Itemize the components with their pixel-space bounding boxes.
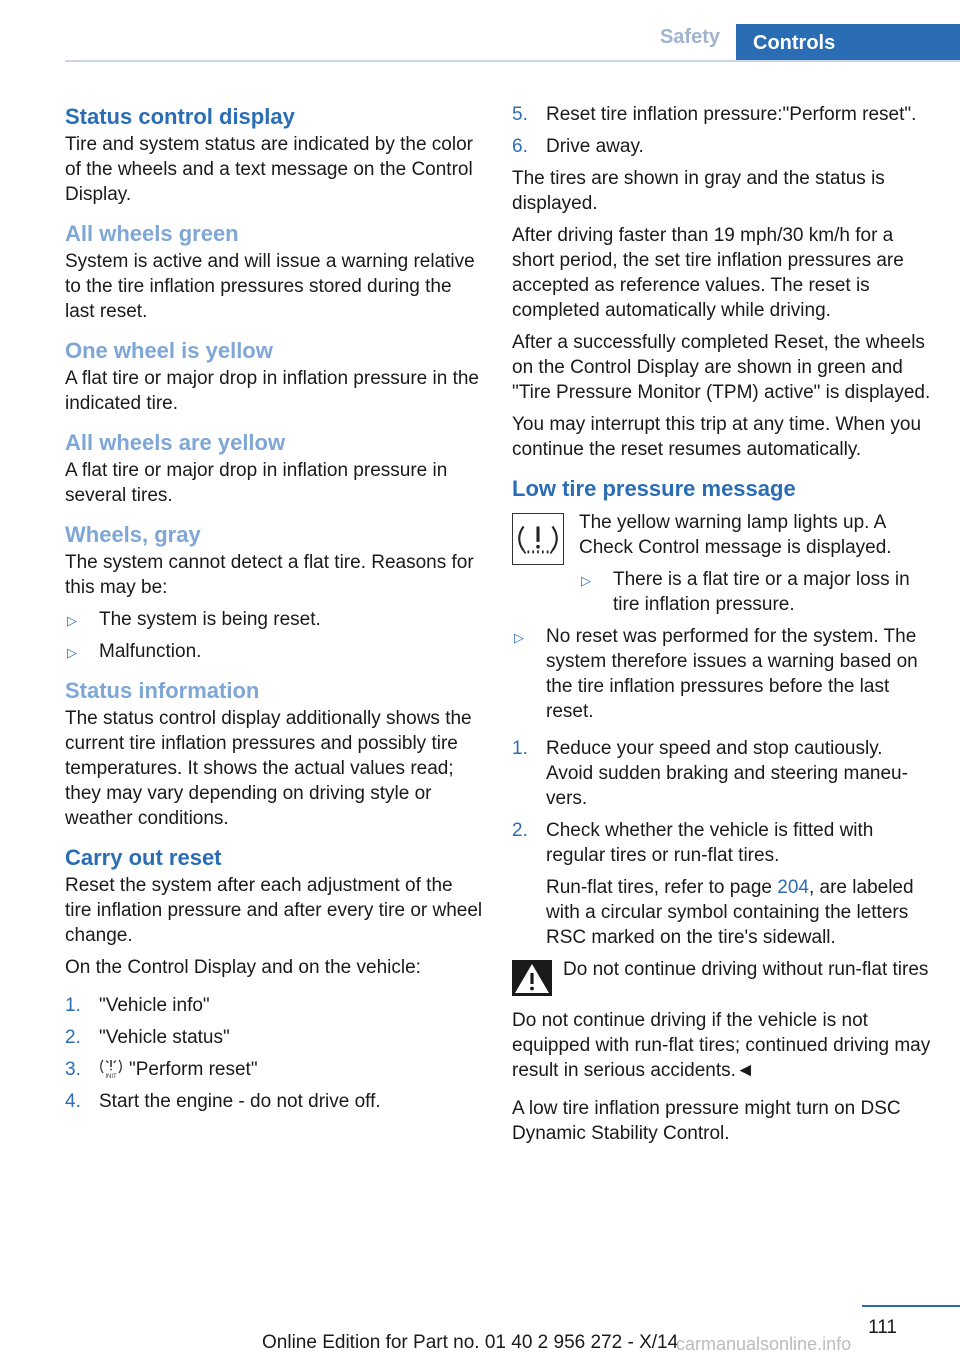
- step-number: 2.: [65, 1027, 81, 1048]
- bullet-triangle-icon: ▷: [581, 573, 591, 588]
- list-item: [65, 993, 483, 1018]
- heading-all-green: All wheels green: [65, 221, 239, 246]
- step-text: Start the engine - do not drive off.: [99, 1091, 381, 1112]
- step-text: "Vehicle status": [99, 1027, 230, 1048]
- reset-steps-list: [65, 993, 483, 1114]
- tire-pressure-warning-lamp-icon: [512, 513, 564, 565]
- reset-steps-continued: [512, 102, 932, 159]
- section-all-green: [65, 219, 483, 324]
- text-lamp: The yellow warning lamp lights up. A Check Control message is displayed.: [579, 512, 892, 558]
- list-item: [512, 818, 932, 950]
- text-reset-1: Reset the system after each adjustment of the tire inflation pressure and after every tire or wheel change.: [65, 875, 483, 946]
- gray-reasons-list: [65, 607, 483, 664]
- footer-rule: [862, 1305, 960, 1307]
- warning-block: [512, 957, 932, 1001]
- lamp-bullet-list: [579, 567, 932, 617]
- warning-triangle-icon: [512, 960, 552, 996]
- step-number: 1.: [512, 738, 528, 759]
- text-status-control: Tire and system status are indicated by the color of the wheels and a text message on the Control Display.: [65, 134, 473, 205]
- svg-text:INIT: INIT: [105, 1074, 117, 1079]
- text-status-info: The status control display additionally shows the current tire inflation pressures and possibly tire temperatures. It shows the actual values read; they may vary depending on driving style or weather conditions.: [65, 708, 472, 829]
- list-item: [512, 102, 932, 127]
- heading-one-yellow: One wheel is yellow: [65, 338, 273, 363]
- list-item: [579, 567, 932, 617]
- header-tab-safety[interactable]: Safety: [659, 26, 720, 48]
- section-reset: [65, 843, 483, 1114]
- heading-reset: Carry out reset: [65, 845, 222, 870]
- step-number: 1.: [65, 995, 81, 1016]
- list-item: [65, 1025, 483, 1050]
- low-pressure-bullets: [512, 624, 932, 724]
- runflat-text-pre: Run-flat tires, refer to page: [546, 877, 778, 898]
- warning-lamp-block: [512, 510, 932, 617]
- bullet-triangle-icon: ▷: [67, 613, 77, 628]
- text-dsc: A low tire inflation pressure might turn on DSC Dynamic Stability Control.: [512, 1098, 901, 1144]
- step-number: 5.: [512, 104, 528, 125]
- step-text: Reduce your speed and stop cautiously. Avoid sudden braking and steering maneuvers.: [546, 738, 908, 809]
- list-item-text: The system is being reset.: [99, 609, 321, 630]
- step-text: Reset tire inflation pressure:"Perform reset".: [546, 104, 917, 125]
- edition-text: Online Edition for Part no. 01 40 2 956 272 - X/14: [262, 1332, 679, 1353]
- heading-status-info: Status information: [65, 678, 260, 703]
- list-item: [65, 607, 483, 632]
- section-status-control: [65, 102, 483, 207]
- page-number: 111: [868, 1317, 897, 1338]
- list-item-text: Malfunction.: [99, 641, 202, 662]
- text-all-yellow: A flat tire or major drop in inflation pressure in several tires.: [65, 460, 448, 506]
- section-status-info: [65, 676, 483, 831]
- heading-all-yellow: All wheels are yellow: [65, 430, 286, 455]
- step-number: 3.: [65, 1059, 81, 1080]
- text-gray: The system cannot detect a flat tire. Reasons for this may be:: [65, 552, 474, 598]
- section-one-yellow: [65, 336, 483, 416]
- warning-title: Do not continue driving without run-flat tires: [563, 959, 929, 980]
- header-tab-controls[interactable]: Controls: [736, 24, 960, 62]
- text-reset-completed: After a successfully completed Reset, the wheels on the Control Display are shown in green and "Tire Pressure Monitor (TPM) active" is displayed.: [512, 332, 931, 403]
- heading-status-control: Status control display: [65, 104, 295, 129]
- step-number: 6.: [512, 136, 528, 157]
- header-rule: [65, 60, 960, 62]
- step-text: Check whether the vehicle is fitted with regular tires or run-flat tires.: [546, 820, 874, 866]
- text-runflat: [546, 875, 932, 950]
- section-all-yellow: [65, 428, 483, 508]
- list-item: [65, 1089, 483, 1114]
- list-item-text: No reset was performed for the system. The system therefore issues a warning based on the tire inflation pressures before the last reset.: [546, 626, 918, 722]
- text-driving-faster: After driving faster than 19 mph/30 km/h for a short period, the set tire inflation pressures are accepted as reference values. The reset is completed automatically while driving.: [512, 225, 904, 321]
- text-interrupt: You may interrupt this trip at any time. When you continue the reset resumes automatically.: [512, 414, 922, 460]
- heading-gray: Wheels, gray: [65, 522, 201, 547]
- text-one-yellow: A flat tire or major drop in inflation pressure in the indicated tire.: [65, 368, 479, 414]
- text-all-green: System is active and will issue a warning relative to the tire inflation pressures stored during the last reset.: [65, 251, 475, 322]
- list-item: [512, 134, 932, 159]
- page-header: [0, 0, 960, 62]
- bullet-triangle-icon: ▷: [514, 630, 524, 645]
- text-reset-2: On the Control Display and on the vehicle:: [65, 957, 421, 978]
- section-gray: [65, 520, 483, 664]
- list-item: [65, 639, 483, 664]
- bullet-triangle-icon: ▷: [67, 645, 77, 660]
- section-low-pressure: [512, 474, 932, 1146]
- runflat-text-post: , are labeled with a circular symbol containing the letters RSC marked on the tire's sidewall.: [546, 877, 914, 948]
- left-column: [65, 102, 483, 1121]
- list-item-text: There is a flat tire or a major loss in tire inflation pressure.: [613, 569, 910, 615]
- step-number: 4.: [65, 1091, 81, 1112]
- list-item: [512, 736, 932, 811]
- warning-text: Do not continue driving if the vehicle is not equipped with run-flat tires; continued driving may result in serious accidents.◄: [512, 1010, 931, 1081]
- page-reference-link[interactable]: 204: [777, 877, 809, 898]
- low-pressure-steps: [512, 736, 932, 950]
- list-item: [65, 1057, 483, 1082]
- list-item: [512, 624, 932, 724]
- step-text: "Vehicle info": [99, 995, 210, 1016]
- step-number: 2.: [512, 820, 528, 841]
- right-column: [512, 102, 932, 1153]
- step-text: "Perform reset": [129, 1059, 258, 1080]
- watermark: carmanualsonline.info: [676, 1334, 852, 1354]
- step-text: Drive away.: [546, 136, 644, 157]
- tpm-reset-icon: [99, 1057, 123, 1079]
- heading-low-pressure: Low tire pressure message: [512, 476, 796, 501]
- text-tires-gray: The tires are shown in gray and the status is displayed.: [512, 168, 885, 214]
